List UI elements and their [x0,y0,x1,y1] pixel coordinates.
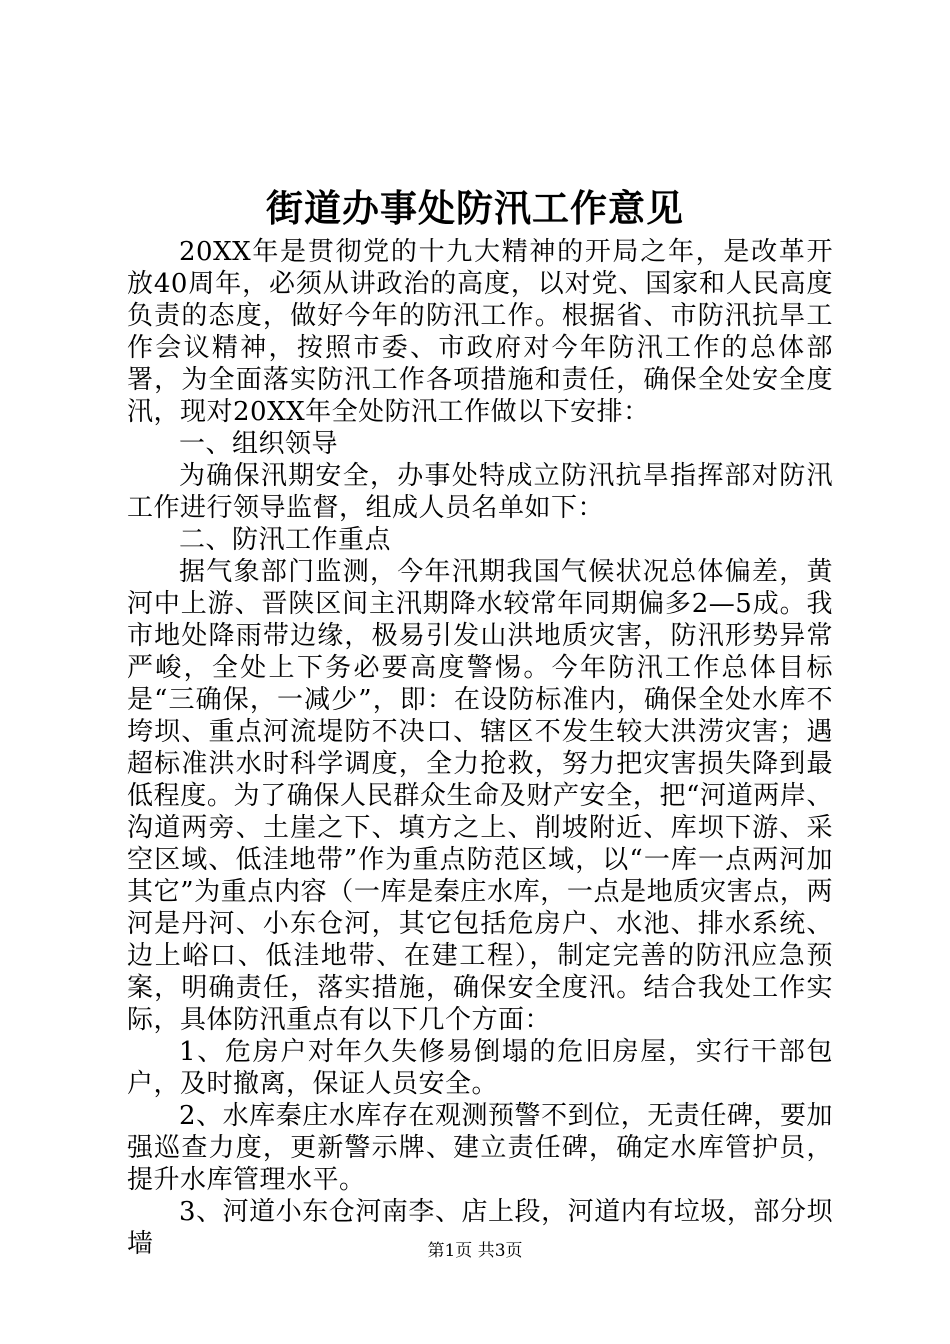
paragraph-item-1: 1、危房户对年久失修易倒塌的危旧房屋，实行干部包户，及时撤离，保证人员安全。 [127,1037,833,1099]
paragraph-intro: 20XX年是贯彻党的十九大精神的开局之年，是改革开放40周年，必须从讲政治的高度，以对党、国家和人民高度负责的态度，做好今年的防汛工作。根据省、市防汛抗旱工作会议精神，按照市委、市政府对今年防汛工作的总体部署，为全面落实防汛工作各项措施和责任，确保全处安全度汛，现对20XX年全处防汛工作做以下安排： [127,237,833,427]
page-number-footer: 第1页 共3页 [427,1241,523,1261]
section-heading-organization: 一、组织领导 [179,429,339,459]
paragraph-item-3: 3、河道小东仓河南李、店上段，河道内有垃圾，部分坝墙 [127,1197,833,1259]
paragraph-key-points: 据气象部门监测，今年汛期我国气候状况总体偏差，黄河中上游、晋陕区间主汛期降水较常年同期偏多2—5成。我市地处降雨带边缘，极易引发山洪地质灾害，防汛形势异常严峻，全处上下务必要高度警惕。今年防汛工作总体目标是“三确保，一减少”，即：在设防标准内，确保全处水库不垮坝、重点河流堤防不决口、辖区不发生较大洪涝灾害；遇超标准洪水时科学调度，全力抢救，努力把灾害损失降到最低程度。为了确保人民群众生命及财产安全，把“河道两岸、沟道两旁、土崖之下、填方之上、削坡附近、库坝下游、采空区域、低洼地带”作为重点防范区域，以“一库一点两河加其它”为重点内容（一库是秦庄水库，一点是地质灾害点，两河是丹河、小东仓河，其它包括危房户、水池、排水系统、边上峪口、低洼地带、在建工程），制定完善的防汛应急预案，明确责任，落实措施，确保安全度汛。结合我处工作实际，具体防汛重点有以下几个方面： [127,557,833,1035]
paragraph-item-2: 2、水库秦庄水库存在观测预警不到位，无责任碑，要加强巡查力度，更新警示牌、建立责任碑，确定水库管护员，提升水库管理水平。 [127,1101,833,1195]
document-title: 街道办事处防汛工作意见 [266,186,684,230]
document-body [127,236,833,1260]
section-heading-key-points: 二、防汛工作重点 [179,525,392,555]
paragraph-organization: 为确保汛期安全，办事处特成立防汛抗旱指挥部对防汛工作进行领导监督，组成人员名单如下： [127,461,833,523]
